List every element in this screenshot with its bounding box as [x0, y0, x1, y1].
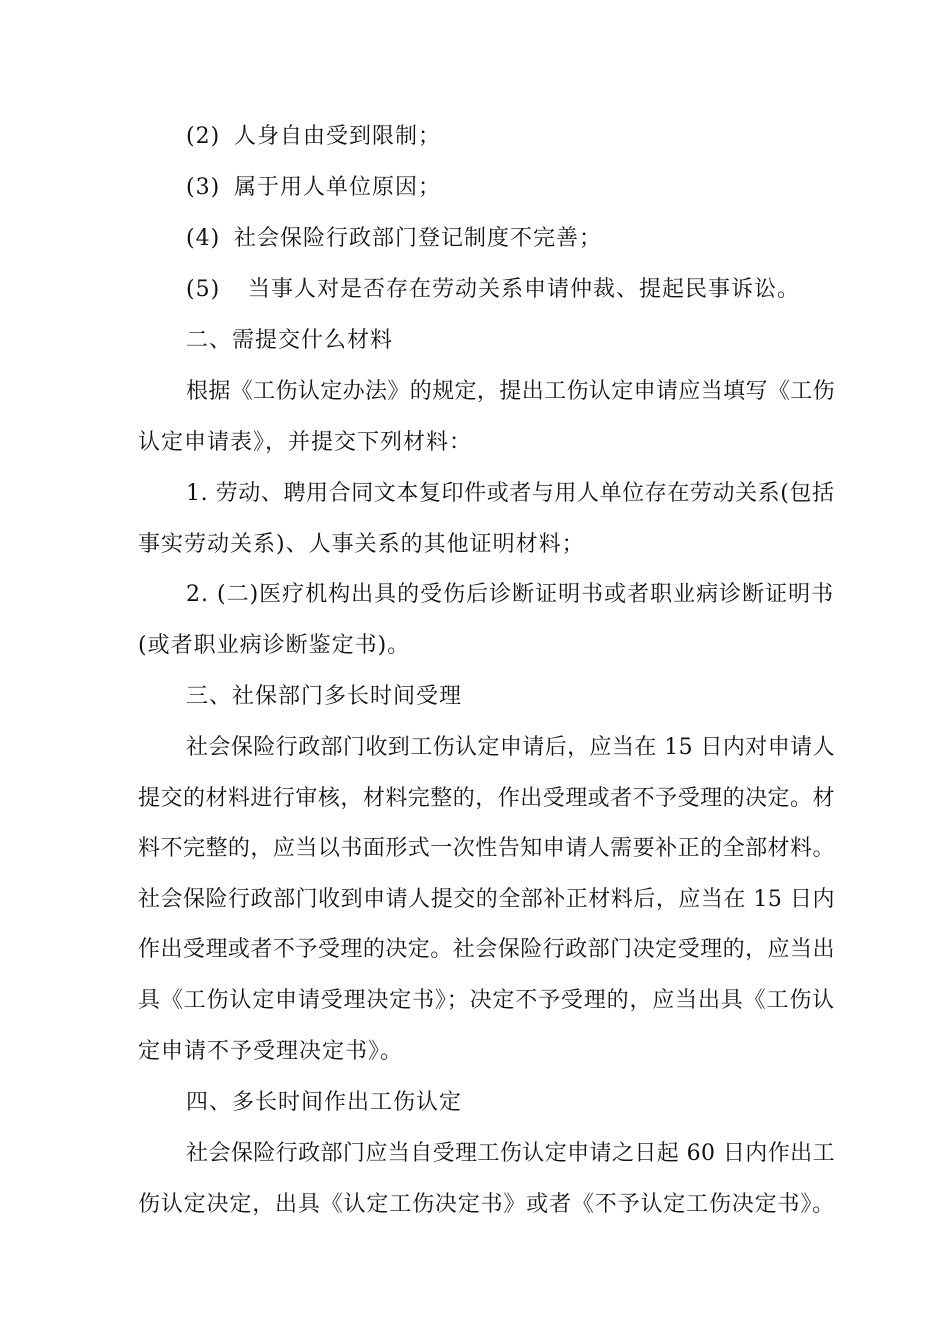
- paragraph-line: 事实劳动关系)、人事关系的其他证明材料；: [138, 532, 585, 557]
- paragraph-line: 定申请不予受理决定书》。: [138, 1039, 404, 1064]
- paragraph-line: 社会保险行政部门收到工伤认定申请后，应当在 15 日内对申请人: [186, 735, 835, 760]
- paragraph-line: 社会保险行政部门收到申请人提交的全部补正材料后，应当在 15 日内: [138, 887, 835, 912]
- paragraph-line: 提交的材料进行审核，材料完整的，作出受理或者不予受理的决定。材: [138, 786, 836, 811]
- list-item-number: (3): [186, 175, 221, 200]
- list-item-text: 人身自由受到限制；: [234, 124, 442, 149]
- list-item-number: (5): [186, 277, 221, 302]
- list-item-number: (4): [186, 226, 221, 251]
- list-item: [186, 275, 800, 305]
- list-item-text: 社会保险行政部门登记制度不完善；: [234, 226, 603, 251]
- list-item: [186, 224, 602, 254]
- paragraph-line: 作出受理或者不予受理的决定。社会保险行政部门决定受理的，应当出: [138, 937, 836, 962]
- list-item-text: 当事人对是否存在劳动关系申请仲裁、提起民事诉讼。: [248, 277, 801, 302]
- list-item-text: 属于用人单位原因；: [234, 175, 442, 200]
- paragraph-line: 2. (二)医疗机构出具的受伤后诊断证明书或者职业病诊断证明书: [186, 582, 835, 607]
- paragraph-line: 料不完整的，应当以书面形式一次性告知申请人需要补正的全部材料。: [138, 836, 836, 861]
- section-heading: 二、需提交什么材料: [186, 328, 394, 353]
- section-heading: 四、多长时间作出工伤认定: [186, 1090, 463, 1115]
- paragraph-line: 具《工伤认定申请受理决定书》；决定不予受理的，应当出具《工伤认: [138, 988, 836, 1013]
- paragraph-line: 根据《工伤认定办法》的规定，提出工伤认定申请应当填写《工伤: [186, 379, 836, 404]
- list-item: [186, 173, 441, 203]
- paragraph-line: 认定申请表》，并提交下列材料：: [138, 430, 473, 455]
- list-item-number: (2): [186, 124, 221, 149]
- section-heading: 三、社保部门多长时间受理: [186, 684, 463, 709]
- paragraph-line: (或者职业病诊断鉴定书)。: [138, 633, 411, 658]
- paragraph-line: 伤认定决定，出具《认定工伤决定书》或者《不予认定工伤决定书》。: [138, 1192, 836, 1217]
- paragraph-line: 社会保险行政部门应当自受理工伤认定申请之日起 60 日内作出工: [186, 1141, 835, 1166]
- list-item: [186, 122, 441, 152]
- paragraph-line: 1. 劳动、聘用合同文本复印件或者与用人单位存在劳动关系(包括: [186, 481, 835, 506]
